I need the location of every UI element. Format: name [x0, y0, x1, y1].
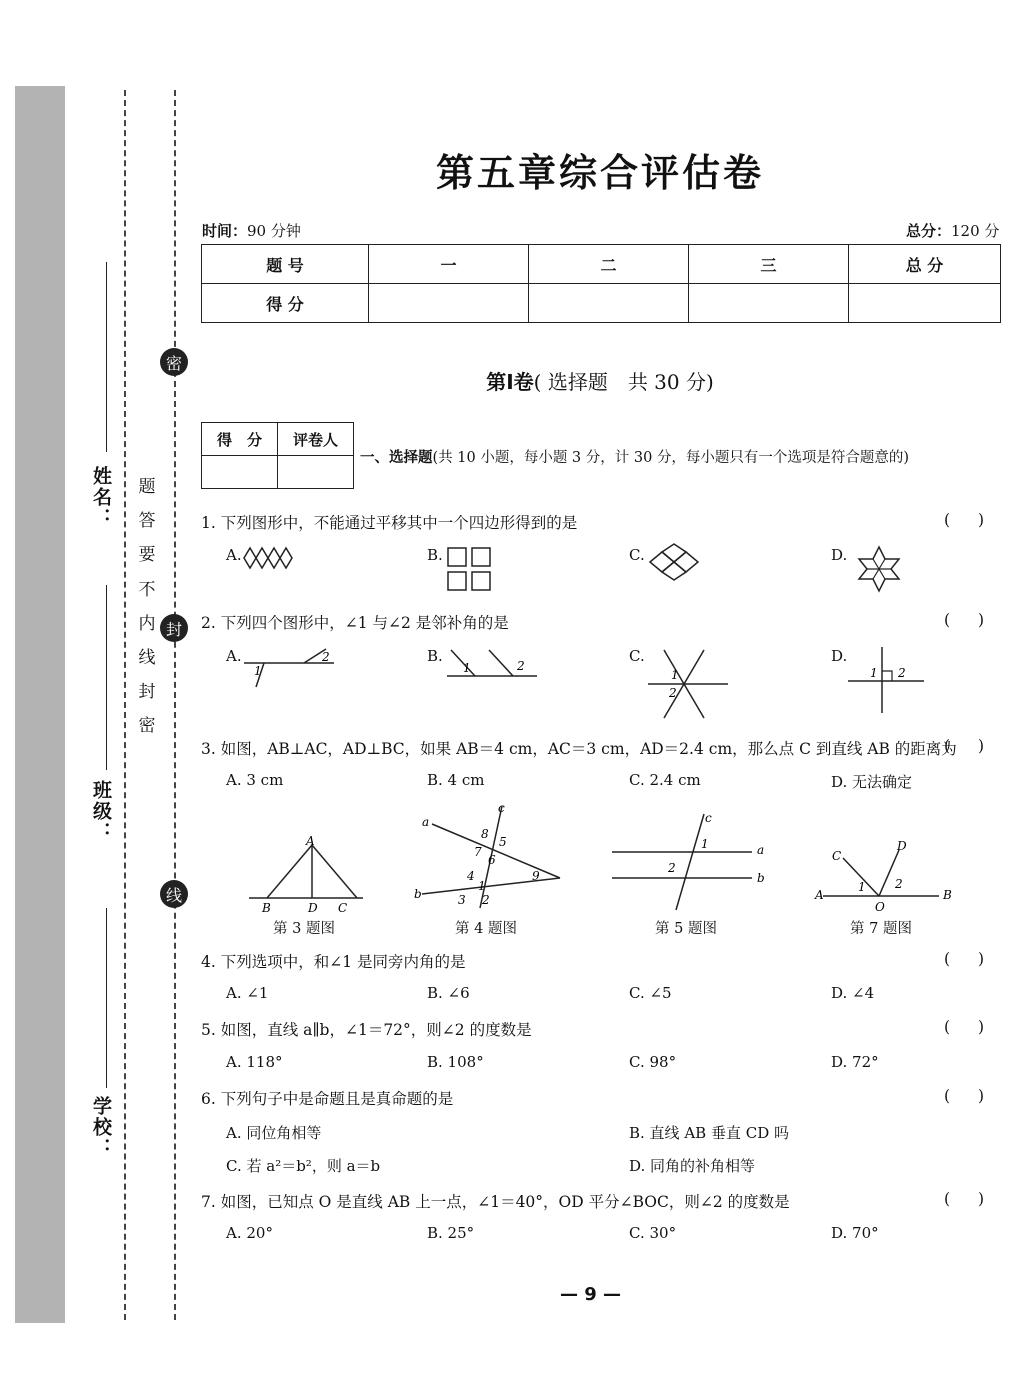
- q1-figure-a: [244, 548, 294, 568]
- table-row: [202, 423, 354, 456]
- table-row: [202, 245, 1001, 284]
- instruction-bold: 一、选择题: [360, 450, 433, 466]
- time-label: 时间：: [202, 222, 248, 240]
- option-label: B. 108°: [427, 1053, 484, 1071]
- option-label: B. 25°: [427, 1224, 475, 1242]
- angle-label: 2: [482, 893, 490, 907]
- table-cell: 得 分: [202, 423, 278, 456]
- point-label: C: [338, 901, 348, 915]
- warning-char: 题: [138, 477, 156, 497]
- table-cell: 二: [529, 245, 689, 284]
- question-7: 7. 如图，已知点 O 是直线 AB 上一点，∠1＝40°，OD 平分∠BOC，则∠2 的度数是: [201, 1193, 790, 1211]
- option-label: D. 72°: [831, 1053, 879, 1071]
- table-cell: 一: [369, 245, 529, 284]
- option-label: D. 同角的补角相等: [629, 1157, 756, 1175]
- angle-label: 1: [463, 661, 471, 675]
- total-info: [906, 220, 999, 241]
- point-label: D: [897, 839, 907, 853]
- option-label: D.: [831, 647, 848, 665]
- question-3: 3. 如图，AB⊥AC，AD⊥BC，如果 AB＝4 cm，AC＝3 cm，AD＝2.4 cm，那么点 C 到直线 AB 的距离为: [201, 740, 957, 758]
- class-blank-line: [106, 585, 107, 770]
- table-cell: 总 分: [849, 245, 1001, 284]
- section-title-bold: 第Ⅰ卷: [486, 370, 534, 394]
- option-label: A. 118°: [226, 1053, 283, 1071]
- grader-table: [201, 422, 354, 489]
- option-label: D.: [831, 546, 848, 564]
- option-label: B. 4 cm: [427, 771, 485, 789]
- score-input-cell[interactable]: [369, 284, 529, 323]
- answer-bracket[interactable]: (): [944, 511, 1012, 529]
- angle-label: 9: [532, 869, 540, 883]
- score-input-cell[interactable]: [202, 456, 278, 489]
- option-label: C. 若 a²＝b²，则 a＝b: [226, 1157, 381, 1175]
- answer-bracket[interactable]: (): [944, 1087, 1012, 1105]
- option-label: D. 无法确定: [831, 773, 913, 791]
- point-label: A: [306, 834, 315, 848]
- score-table: [201, 244, 1001, 323]
- q2-figure-a: [244, 645, 336, 690]
- option-label: C. 98°: [629, 1053, 677, 1071]
- warning-char: 答: [138, 511, 156, 532]
- seal-xian: 线: [160, 880, 188, 908]
- angle-label: 6: [488, 853, 496, 867]
- point-label: A: [815, 888, 824, 902]
- figure-7: [815, 838, 955, 914]
- answer-bracket[interactable]: (): [944, 611, 1012, 629]
- angle-label: 2: [895, 877, 903, 891]
- point-label: D: [308, 901, 318, 915]
- angle-label: 2: [517, 659, 525, 673]
- point-label: B: [262, 901, 271, 915]
- line-label: c: [498, 801, 505, 815]
- binding-dashed-line-outer: [124, 90, 126, 1320]
- angle-label: 1: [870, 666, 878, 680]
- binding-dashed-line-inner: [174, 90, 176, 1320]
- angle-label: 3: [458, 893, 466, 907]
- name-blank-line: [106, 262, 107, 452]
- binding-strip: [15, 86, 65, 1323]
- warning-char: 内: [138, 613, 156, 634]
- page-title: 第五章综合评估卷: [435, 151, 764, 195]
- score-input-cell[interactable]: [849, 284, 1001, 323]
- point-label: B: [943, 888, 952, 902]
- table-cell: 得 分: [202, 284, 369, 323]
- question-1: 1. 下列图形中，不能通过平移其中一个四边形得到的是: [201, 514, 578, 532]
- angle-label: 8: [481, 827, 489, 841]
- table-cell: 三: [689, 245, 849, 284]
- figure-caption: 第 7 题图: [850, 921, 912, 937]
- section-instruction: [360, 446, 909, 467]
- option-label: C. 2.4 cm: [629, 771, 701, 789]
- seal-feng: 封: [160, 614, 188, 642]
- option-label: C. ∠5: [629, 984, 672, 1002]
- figure-caption: 第 4 题图: [455, 921, 517, 937]
- line-label: a: [422, 815, 430, 829]
- warning-char: 线: [138, 647, 156, 668]
- option-label: A. 3 cm: [226, 771, 284, 789]
- angle-label: 2: [322, 650, 330, 664]
- point-label: C: [832, 849, 842, 863]
- table-cell: 题 号: [202, 245, 369, 284]
- time-value: 90 分钟: [247, 222, 301, 240]
- answer-bracket[interactable]: (): [944, 950, 1012, 968]
- score-input-cell[interactable]: [529, 284, 689, 323]
- option-label: C. 30°: [629, 1224, 677, 1242]
- q2-figure-c: [646, 648, 732, 720]
- answer-bracket[interactable]: (): [944, 1190, 1012, 1208]
- angle-label: 1: [254, 664, 262, 678]
- warning-char: 封: [138, 682, 156, 703]
- school-label: 学校：: [90, 1096, 112, 1159]
- grader-input-cell[interactable]: [278, 456, 354, 489]
- option-label: C.: [629, 647, 645, 665]
- warning-char: 不: [138, 579, 156, 600]
- total-label: 总分：: [906, 222, 952, 240]
- page-number: — 9 —: [560, 1284, 622, 1305]
- point-label: O: [875, 900, 885, 914]
- angle-label: 1: [671, 668, 679, 682]
- angle-label: 1: [701, 837, 709, 851]
- figure-5: [612, 812, 772, 912]
- q2-figure-b: [447, 648, 539, 680]
- section-title: [200, 366, 1000, 395]
- answer-bracket[interactable]: (): [944, 737, 1012, 755]
- option-label: A. 20°: [226, 1224, 273, 1242]
- time-info: [202, 220, 301, 241]
- angle-label: 5: [499, 835, 507, 849]
- warning-char: 要: [138, 545, 156, 566]
- option-label: A. 同位角相等: [226, 1124, 322, 1142]
- angle-label: 4: [467, 869, 475, 883]
- question-6: 6. 下列句子中是命题且是真命题的是: [201, 1090, 454, 1108]
- answer-bracket[interactable]: (): [944, 1018, 1012, 1036]
- warning-char: 密: [138, 716, 156, 737]
- question-5: 5. 如图，直线 a∥b，∠1＝72°，则∠2 的度数是: [201, 1021, 532, 1039]
- option-label: A. ∠1: [226, 984, 269, 1002]
- binding-warning: [132, 470, 162, 744]
- line-label: b: [757, 871, 765, 885]
- school-blank-line: [106, 908, 107, 1088]
- table-row: [202, 456, 354, 489]
- angle-label: 2: [669, 686, 677, 700]
- table-row: [202, 284, 1001, 323]
- line-label: b: [414, 887, 422, 901]
- q1-figure-d: [855, 545, 903, 593]
- line-label: a: [757, 843, 765, 857]
- figure-caption: 第 5 题图: [655, 921, 717, 937]
- name-label: 姓名：: [90, 466, 112, 529]
- q2-figure-d: [848, 645, 928, 715]
- class-label: 班级：: [90, 780, 112, 843]
- q1-figure-c: [650, 548, 700, 578]
- total-value: 120 分: [951, 222, 1000, 240]
- figure-4: [414, 800, 564, 910]
- instruction-text: (共 10 小题，每小题 3 分，计 30 分，每小题只有一个选项是符合题意的): [432, 450, 910, 466]
- option-label: C.: [629, 546, 645, 564]
- angle-label: 1: [858, 880, 866, 894]
- seal-mi: 密: [160, 348, 188, 376]
- question-2: 2. 下列四个图形中，∠1 与∠2 是邻补角的是: [201, 614, 509, 632]
- figure-caption: 第 3 题图: [273, 921, 335, 937]
- option-label: D. 70°: [831, 1224, 879, 1242]
- figure-3: [245, 835, 375, 915]
- option-label: A.: [226, 546, 242, 564]
- section-title-rest: ( 选择题 共 30 分): [533, 370, 714, 394]
- option-label: B.: [427, 546, 443, 564]
- q1-figure-b: [446, 546, 496, 594]
- table-cell: 评卷人: [278, 423, 354, 456]
- angle-label: 2: [898, 666, 906, 680]
- angle-label: 2: [668, 861, 676, 875]
- option-label: B. ∠6: [427, 984, 470, 1002]
- question-4: 4. 下列选项中，和∠1 是同旁内角的是: [201, 953, 466, 971]
- angle-label: 1: [478, 879, 486, 893]
- option-label: A.: [226, 647, 242, 665]
- option-label: B. 直线 AB 垂直 CD 吗: [629, 1124, 789, 1142]
- option-label: B.: [427, 647, 443, 665]
- score-input-cell[interactable]: [689, 284, 849, 323]
- option-label: D. ∠4: [831, 984, 875, 1002]
- angle-label: 7: [474, 845, 482, 859]
- line-label: c: [705, 811, 712, 825]
